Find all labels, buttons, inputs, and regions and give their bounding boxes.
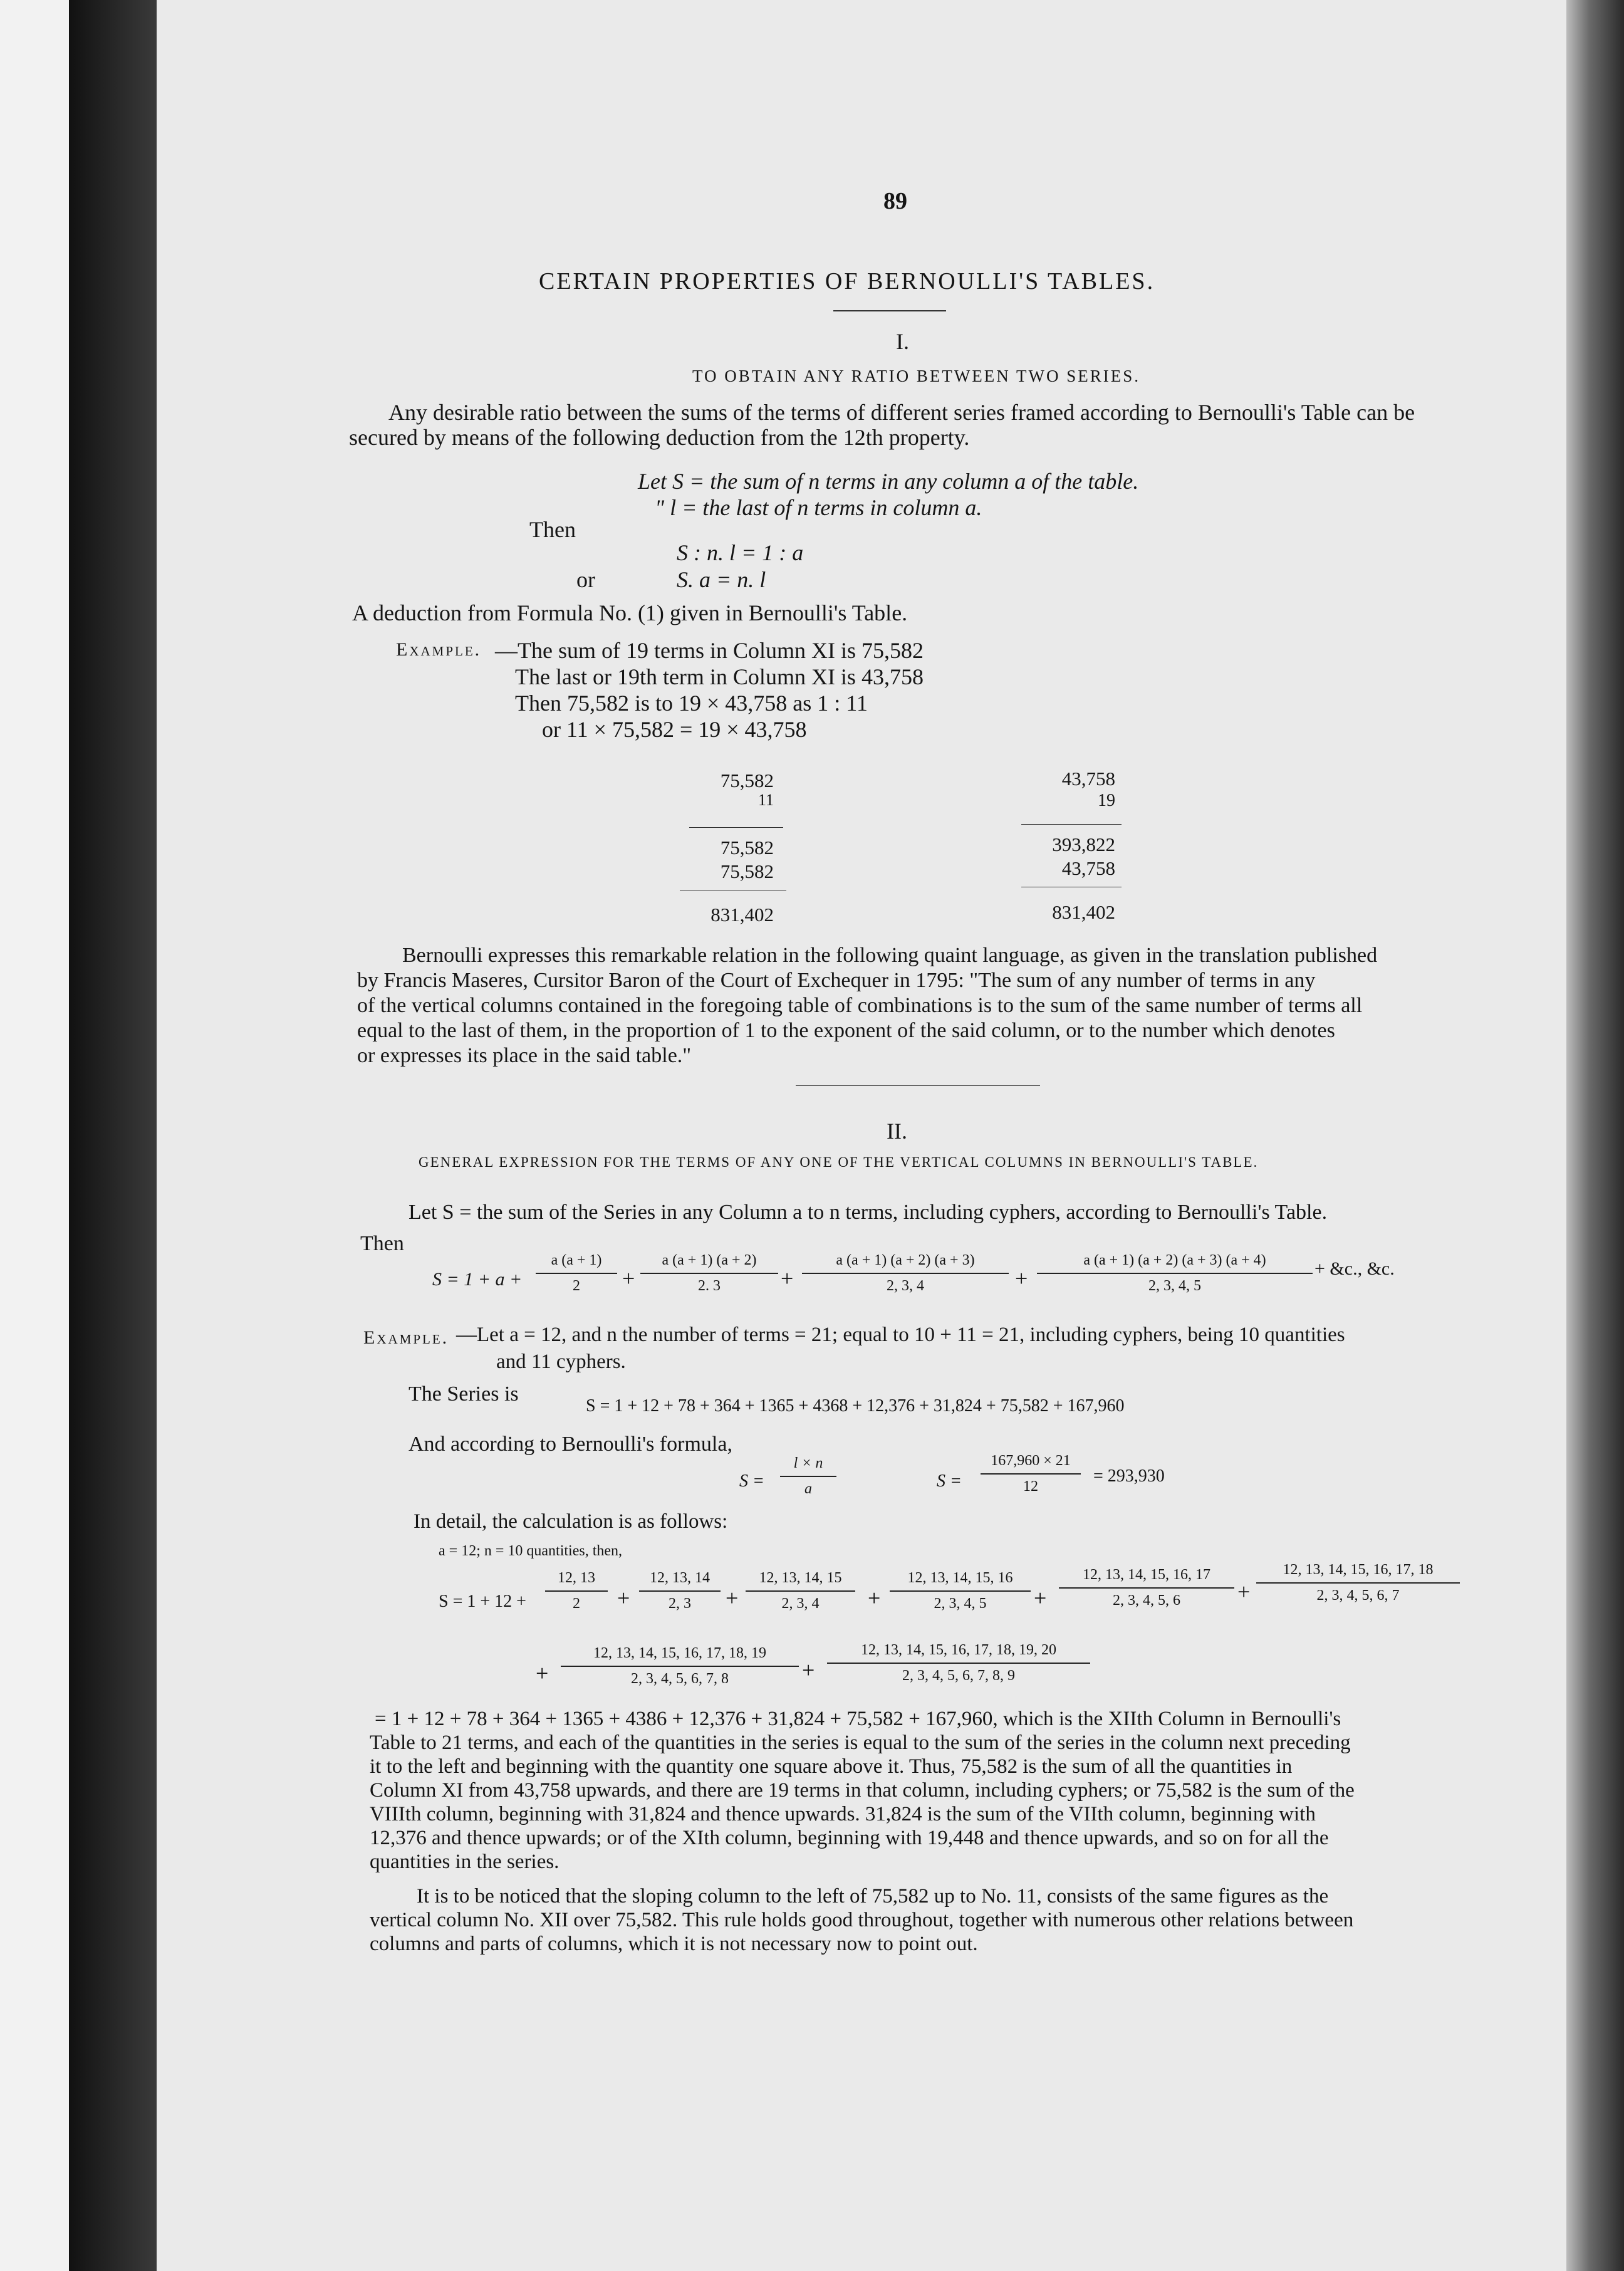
detail-plus-3: + [868,1585,881,1611]
final-line-1: It is to be noticed that the sloping column to the left of 75,582 up to No. 11, consists of the same figures as the [417,1885,1329,1908]
example-line-1: —The sum of 19 terms in Column XI is 75,582 [495,638,924,663]
right-page-edge [1566,0,1624,2271]
section-2-then: Then [360,1232,404,1255]
calc-left-1: 75,582 [720,770,774,791]
general-plus-2: + [781,1266,794,1291]
general-frac-4 [1037,1252,1313,1295]
ratio-equation: S : n. l = 1 : a [677,540,804,565]
detail-plus-2: + [726,1585,739,1611]
calc-left-4: 75,582 [720,860,774,882]
detail-plus-6: + [536,1661,549,1686]
formula-label: And according to Bernoulli's formula, [409,1433,732,1456]
detail-frac-1 [545,1570,608,1612]
bernoulli-calc-den: 12 [1023,1478,1038,1495]
calc-right-5: 831,402 [1052,901,1115,923]
section-1-intro-1: Any desirable ratio between the sums of the terms of different series framed according to Bernoulli's Table can be [388,400,1415,425]
quote-line-2: by Francis Maseres, Cursitor Baron of the Court of Exchequer in 1795: "The sum of any number of terms in any [357,969,1316,992]
example-line-2: The last or 19th term in Column XI is 43,758 [515,664,924,689]
final-line-2: vertical column No. XII over 75,582. This rule holds good throughout, together with numerous other relations between [370,1909,1354,1931]
bernoulli-calc-lead: S = [937,1471,962,1491]
general-plus-3: + [1015,1266,1028,1291]
general-frac-1 [536,1252,617,1295]
final-line-3: columns and parts of columns, which it is not necessary now to point out. [370,1933,978,1955]
calc-left-3: 75,582 [720,837,774,859]
general-frac-3-den: 2, 3, 4 [887,1278,924,1294]
general-plus-1: + [622,1266,635,1291]
detail-frac-3-num: 12, 13, 14, 15 [759,1570,842,1586]
detail-frac-3-den: 2, 3, 4 [781,1595,820,1612]
page-title: CERTAIN PROPERTIES OF BERNOULLI'S TABLES. [539,268,1155,295]
result-line-7: quantities in the series. [370,1851,560,1873]
section-2-numeral: II. [887,1119,907,1144]
detail-frac-5-den: 2, 3, 4, 5, 6 [1113,1592,1180,1609]
general-frac-4-num: a (a + 1) (a + 2) (a + 3) (a + 4) [1083,1252,1266,1268]
detail-frac-7 [561,1645,799,1688]
detail-plus-7: + [802,1658,815,1683]
detail-frac-5 [1059,1567,1234,1609]
general-formula-tail: + &c., &c. [1314,1258,1395,1279]
detail-label: In detail, the calculation is as follows: [414,1510,728,1533]
quote-line-5: or expresses its place in the said table." [357,1044,692,1067]
detail-frac-2-den: 2, 3 [669,1595,691,1612]
detail-sub: a = 12; n = 10 quantities, then, [439,1543,623,1559]
detail-frac-2 [639,1570,721,1612]
detail-frac-7-num: 12, 13, 14, 15, 16, 17, 18, 19 [593,1645,766,1661]
calc-right-1: 43,758 [1061,768,1115,790]
general-frac-4-den: 2, 3, 4, 5 [1148,1278,1201,1294]
general-formula-lead: S = 1 + a + [432,1269,523,1290]
section-2-example-line-1: —Let a = 12, and n the number of terms = 21; equal to 10 + 11 = 21, including cyphers, being 10 quantities [456,1323,1345,1346]
detail-frac-8 [827,1642,1090,1684]
example-line-3: Then 75,582 is to 19 × 43,758 as 1 : 11 [515,691,868,716]
bernoulli-calc-frac [981,1453,1081,1495]
section-2-example-line-2: and 11 cyphers. [496,1350,626,1373]
calc-left-rule-1 [689,827,783,828]
detail-frac-1-num: 12, 13 [558,1570,595,1586]
binding-gutter [69,0,157,2271]
detail-frac-4-den: 2, 3, 4, 5 [934,1595,987,1612]
general-frac-3 [802,1252,1009,1295]
example-label: Example. [396,639,482,660]
series-label: The Series is [409,1382,519,1406]
section-1-heading: TO OBTAIN ANY RATIO BETWEEN TWO SERIES. [692,367,1141,385]
detail-lead: S = 1 + 12 + [439,1592,526,1611]
calc-right-2: 19 [1098,791,1115,810]
detail-frac-8-num: 12, 13, 14, 15, 16, 17, 18, 19, 20 [861,1642,1056,1658]
result-line-4: Column XI from 43,758 upwards, and there are 19 terms in that column, including cyphers; or 75,582 is the sum of the [370,1779,1355,1802]
result-line-2: Table to 21 terms, and each of the quantities in the series is equal to the sum of the series in the column next preceding [370,1731,1351,1754]
result-line-3: it to the left and beginning with the quantity one square above it. Thus, 75,582 is the sum of all the quantities in [370,1755,1293,1778]
bernoulli-formula-den: a [804,1481,812,1497]
detail-frac-1-den: 2 [573,1595,580,1612]
general-frac-2-den: 2. 3 [698,1278,721,1294]
example-line-4: or 11 × 75,582 = 19 × 43,758 [542,717,807,742]
deduction-line: A deduction from Formula No. (1) given in Bernoulli's Table. [352,600,908,625]
general-frac-2 [640,1252,778,1295]
page-number: 89 [883,188,907,214]
detail-plus-4: + [1034,1585,1047,1611]
section-1-intro-2: secured by means of the following deduction from the 12th property. [349,425,970,450]
calc-right-rule-1 [1021,824,1122,825]
detail-frac-6-num: 12, 13, 14, 15, 16, 17, 18 [1283,1562,1434,1578]
detail-plus-1: + [617,1585,630,1611]
title-rule [833,310,946,311]
general-frac-2-num: a (a + 1) (a + 2) [662,1252,757,1268]
section-1-numeral: I. [896,329,909,354]
bernoulli-calc-result: = 293,930 [1093,1466,1165,1486]
calc-right-4: 43,758 [1061,857,1115,879]
quote-line-3: of the vertical columns contained in the foregoing table of combinations is to the sum of the same number of terms all [357,994,1363,1017]
left-page-edge [0,0,69,2271]
detail-frac-6-den: 2, 3, 4, 5, 6, 7 [1316,1587,1400,1604]
detail-frac-3 [746,1570,855,1612]
or-label: or [576,567,595,592]
calc-left-2: 11 [757,791,774,809]
bernoulli-formula-lead: S = [739,1471,764,1491]
section-divider [796,1085,1040,1086]
section-2-example-label: Example. [363,1327,449,1348]
calc-right-3: 393,822 [1052,833,1115,855]
result-line-5: VIIIth column, beginning with 31,824 and thence upwards. 31,824 is the sum of the VIIth column, beginning with [370,1803,1316,1825]
section-2-let-line: Let S = the sum of the Series in any Column a to n terms, including cyphers, according to Bernoulli's Table. [409,1201,1328,1224]
then-label: Then [529,517,576,542]
detail-frac-4 [890,1570,1031,1612]
quote-line-4: equal to the last of them, in the proportion of 1 to the exponent of the said column, or to the number which denotes [357,1019,1335,1042]
detail-frac-6 [1256,1562,1460,1604]
detail-frac-4-num: 12, 13, 14, 15, 16 [907,1570,1013,1586]
detail-plus-5: + [1237,1579,1251,1604]
let-l-line: " l = the last of n terms in column a. [655,495,982,520]
result-line-6: 12,376 and thence upwards; or of the XIth column, beginning with 19,448 and thence upwards, and so on for all the [370,1827,1329,1849]
bernoulli-formula-num: l × n [793,1455,823,1471]
calc-left-5: 831,402 [710,904,774,926]
general-frac-1-den: 2 [573,1278,580,1294]
product-equation: S. a = n. l [677,567,766,592]
detail-frac-2-num: 12, 13, 14 [650,1570,710,1586]
quote-line-1: Bernoulli expresses this remarkable relation in the following quaint language, as given in the translation published [402,944,1378,967]
general-frac-3-num: a (a + 1) (a + 2) (a + 3) [836,1252,975,1268]
series-formula: S = 1 + 12 + 78 + 364 + 1365 + 4368 + 12,376 + 31,824 + 75,582 + 167,960 [586,1396,1125,1416]
result-line-1: = 1 + 12 + 78 + 364 + 1365 + 4386 + 12,376 + 31,824 + 75,582 + 167,960, which is the XIIth Column in Bernoulli's [375,1708,1341,1730]
section-2-heading: GENERAL EXPRESSION FOR THE TERMS OF ANY ONE OF THE VERTICAL COLUMNS IN BERNOULLI'S TABLE. [419,1154,1259,1170]
bernoulli-formula-frac [780,1455,836,1498]
detail-frac-7-den: 2, 3, 4, 5, 6, 7, 8 [631,1671,729,1687]
detail-frac-8-den: 2, 3, 4, 5, 6, 7, 8, 9 [902,1668,1015,1684]
bernoulli-calc-num: 167,960 × 21 [991,1453,1071,1469]
let-s-line: Let S = the sum of n terms in any column a of the table. [638,469,1139,494]
general-frac-1-num: a (a + 1) [551,1252,602,1268]
detail-frac-5-num: 12, 13, 14, 15, 16, 17 [1083,1567,1210,1583]
